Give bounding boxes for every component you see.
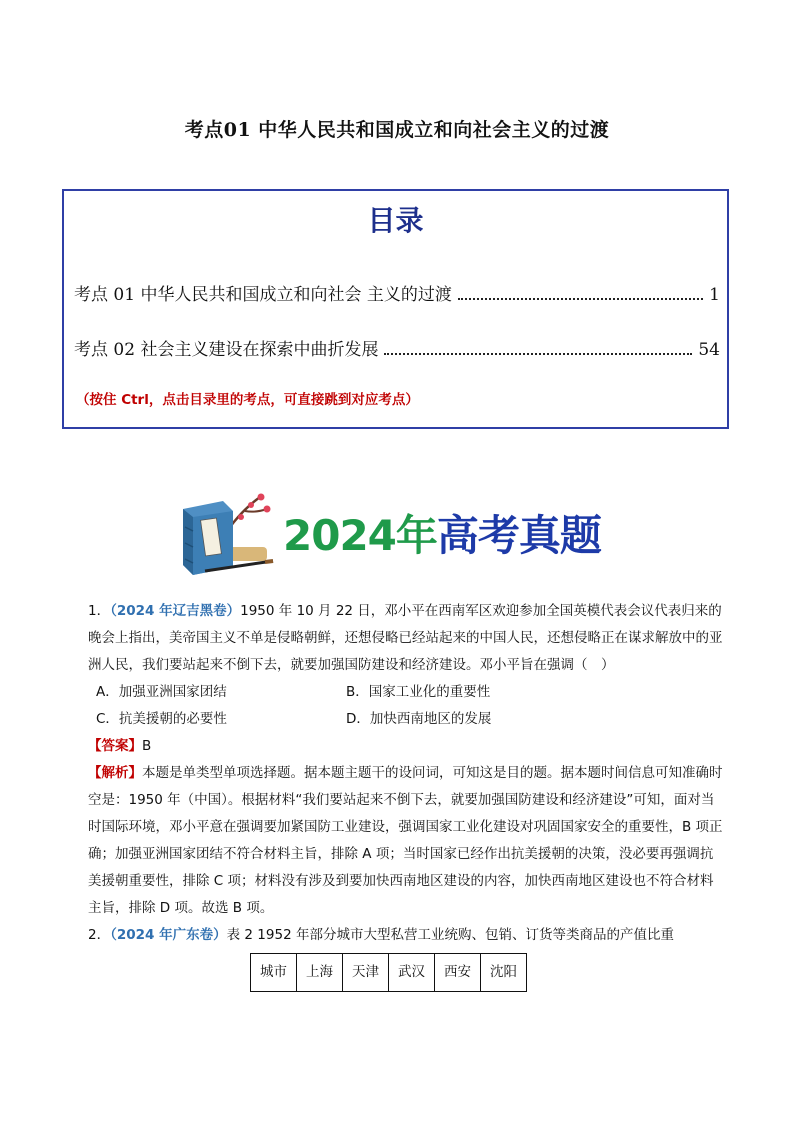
analysis-label: 【解析】 [88,765,142,781]
banner-heading [283,503,601,563]
question-options [88,679,724,733]
question-2 [88,922,724,949]
book-stack-icon [175,487,275,579]
table-cell: 天津 [343,954,389,992]
toc-item-2[interactable] [74,334,720,360]
table-cell: 武汉 [389,954,435,992]
toc-leader-dots [458,297,703,300]
analysis-paragraph [88,760,724,922]
question-stem: 1950 年 10 月 22 日，邓小平在西南军区欢迎参加全国英模代表会议代表归来的晚会上指出，美帝国主义不单是侵略朝鲜，还想侵略已经站起来的中国人民，还想侵略正在谋求解放中的亚洲人民，我们要站起来不倒下去，就要加强国防建设和经济建设。邓小平旨在强调（ ） [88,603,723,673]
toc-hint: （按住 Ctrl，点击目录里的考点，可直接跳到对应考点） [76,392,419,408]
toc-item-label: 考点 01 中华人民共和国成立和向社会 主义的过渡 [74,285,452,305]
table-cell: 沈阳 [481,954,527,992]
question-number: 1． [88,603,111,619]
answer-label: 【答案】 [88,738,142,754]
data-table [250,953,527,992]
section-banner [175,487,625,579]
table-cell: 西安 [435,954,481,992]
question-source: （2024 年辽吉黑卷） [110,603,241,619]
answer-value: B [142,738,152,754]
answer-line [88,733,724,760]
option-c: C．抗美援朝的必要性 [96,711,227,727]
option-b: B．国家工业化的重要性 [346,684,491,700]
table-cell: 上海 [297,954,343,992]
banner-year: 2024年 [283,511,437,560]
banner-title: 高考真题 [436,511,601,560]
question-number: 2． [88,927,111,943]
table-row [251,954,527,992]
question-list [88,598,724,992]
question-source: （2024 年广东卷） [110,927,227,943]
question-stem: 表 2 1952 年部分城市大型私营工业统购、包销、订货等类商品的产值比重 [226,927,674,943]
table-of-contents [62,189,729,429]
toc-leader-dots [384,352,692,355]
toc-item-1[interactable] [74,279,720,305]
question-1 [88,598,724,679]
toc-heading: 目录 [367,204,424,237]
toc-item-page: 1 [709,285,720,305]
table-cell: 城市 [251,954,297,992]
toc-item-label: 考点 02 社会主义建设在探索中曲折发展 [74,340,379,360]
option-a: A．加强亚洲国家团结 [96,684,227,700]
page-title: 考点01 中华人民共和国成立和向社会主义的过渡 [184,119,610,141]
option-d: D．加快西南地区的发展 [346,711,492,727]
analysis-text: 本题是单类型单项选择题。据本题主题干的设问词，可知这是目的题。据本题时间信息可知准确时空是：1950 年（中国）。根据材料“我们要站起来不倒下去，就要加强国防建设和经济建设”可知，面对当时国际环境，邓小平意在强调要加紧国防工业建设，强调国家工业化建设对巩固国家安全的重要性，B 项正确；加强亚洲国家团结不符合材料主旨，排除 A 项；当时国家已经作出抗美援朝的决策，没必要再强调抗美援朝重要性，排除 C 项；材料没有涉及到要加快西南地区建设的内容，加快西南地区建设也不符合材料主旨，排除 D 项。故选 B 项。 [88,765,723,916]
toc-item-page: 54 [698,340,720,360]
